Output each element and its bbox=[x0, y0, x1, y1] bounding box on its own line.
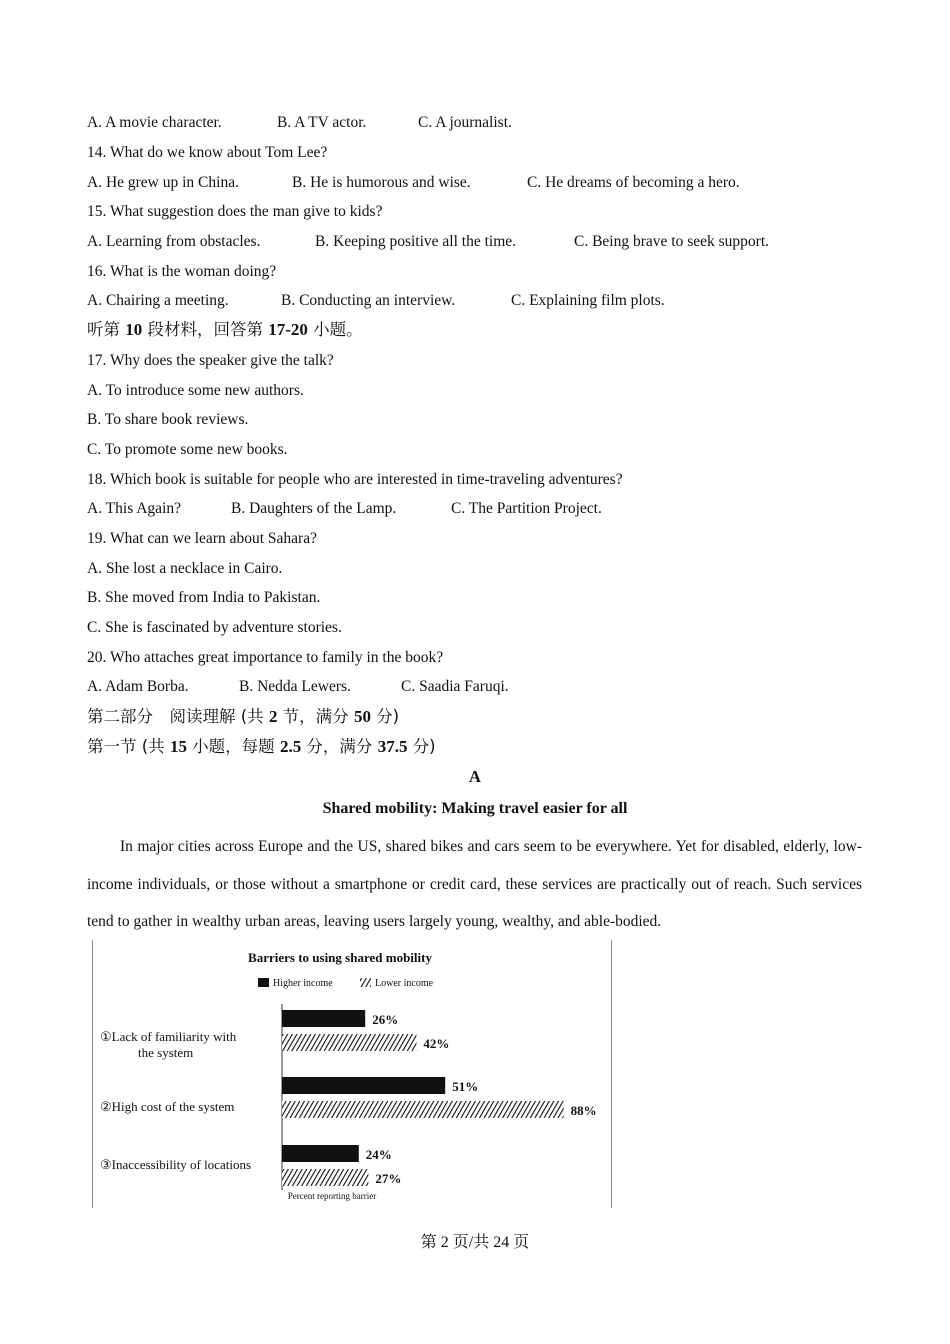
q18-options bbox=[87, 499, 867, 519]
legend-swatch-lower-income bbox=[360, 978, 371, 987]
category-label-lack-of-familiarity: ①Lack of familiarity with the system bbox=[100, 1029, 237, 1060]
bar-lower-income-1 bbox=[282, 1034, 416, 1051]
bar-lower-income-2 bbox=[282, 1101, 564, 1118]
category-label-high-cost: ②High cost of the system bbox=[100, 1099, 235, 1114]
figure-left-border bbox=[92, 940, 93, 1208]
figure-right-border bbox=[611, 940, 612, 1208]
q15-options bbox=[87, 232, 867, 252]
page-footer: 第 2 页/共 24 页 bbox=[420, 1234, 530, 1251]
bar-higher-income-1 bbox=[282, 1010, 365, 1027]
q14-option-c: C. He dreams of becoming a hero. bbox=[527, 174, 740, 191]
q14-question: 14. What do we know about Tom Lee? bbox=[87, 144, 328, 161]
q16-options bbox=[87, 291, 867, 311]
q20-option-c: C. Saadia Faruqi. bbox=[401, 678, 509, 695]
part-2-heading: 第二部分 阅读理解 (共 2 节，满分 50 分) bbox=[87, 707, 400, 726]
category-label-inaccessibility: ③Inaccessibility of locations bbox=[100, 1157, 252, 1172]
q19-option-b: B. She moved from India to Pakistan. bbox=[87, 589, 321, 606]
q19-option-a: A. She lost a necklace in Cairo. bbox=[87, 560, 283, 577]
bar-label-higher-income-2: 51% bbox=[452, 1079, 479, 1094]
q17-question: 17. Why does the speaker give the talk? bbox=[87, 352, 334, 369]
q15-option-a: A. Learning from obstacles. bbox=[87, 233, 261, 250]
barriers-chart bbox=[92, 940, 612, 1208]
q13-option-a: A. A movie character. bbox=[87, 114, 222, 131]
legend-swatch-higher-income bbox=[258, 978, 269, 987]
q16-question: 16. What is the woman doing? bbox=[87, 263, 277, 280]
q19-question: 19. What can we learn about Sahara? bbox=[87, 530, 317, 547]
q19-option-c: C. She is fascinated by adventure stories. bbox=[87, 619, 342, 636]
section-10-header: 听第 10 段材料，回答第 17-20 小题。 bbox=[87, 320, 363, 339]
bar-label-lower-income-3: 27% bbox=[375, 1171, 402, 1186]
q18-option-a: A. This Again? bbox=[87, 500, 181, 517]
q14-option-a: A. He grew up in China. bbox=[87, 174, 239, 191]
q17-option-b: B. To share book reviews. bbox=[87, 411, 249, 428]
chart-figure bbox=[92, 940, 612, 1208]
bar-label-lower-income-1: 42% bbox=[423, 1036, 450, 1051]
q20-option-a: A. Adam Borba. bbox=[87, 678, 189, 695]
bar-label-higher-income-3: 24% bbox=[365, 1147, 392, 1162]
q14-options bbox=[87, 173, 867, 193]
q20-options bbox=[87, 677, 867, 697]
passage-letter: A bbox=[469, 767, 481, 786]
q18-option-c: C. The Partition Project. bbox=[451, 500, 602, 517]
bar-label-higher-income-1: 26% bbox=[372, 1012, 399, 1027]
section-1-heading: 第一节 (共 15 小题，每题 2.5 分，满分 37.5 分) bbox=[87, 737, 436, 756]
passage-paragraph: In major cities across Europe and the US, shared bikes and cars seem to be everywhere. Yet for disabled, elderly, low-income individuals, or those without a smartphone or credit card, these services are practically out of reach. Such services tend to gather in wealthy urban areas, leaving users largely young, wealthy, and able-bodied. bbox=[87, 838, 862, 930]
bar-label-lower-income-2: 88% bbox=[570, 1103, 597, 1118]
q16-option-a: A. Chairing a meeting. bbox=[87, 292, 229, 309]
chart-title: Barriers to using shared mobility bbox=[248, 950, 432, 965]
chart-bars bbox=[282, 1010, 597, 1186]
legend-label-higher-income: Higher income bbox=[273, 978, 333, 989]
q15-option-b: B. Keeping positive all the time. bbox=[315, 233, 517, 250]
bar-higher-income-3 bbox=[282, 1145, 359, 1162]
chart-x-axis-label: Percent reporting barrier bbox=[287, 1191, 377, 1201]
q13-option-c: C. A journalist. bbox=[418, 114, 512, 131]
q20-option-b: B. Nedda Lewers. bbox=[239, 678, 351, 695]
q18-option-b: B. Daughters of the Lamp. bbox=[231, 500, 397, 517]
legend-label-lower-income: Lower income bbox=[375, 978, 434, 989]
q17-option-c: C. To promote some new books. bbox=[87, 441, 288, 458]
bar-lower-income-3 bbox=[282, 1169, 368, 1186]
q18-question: 18. Which book is suitable for people who are interested in time-traveling adventures? bbox=[87, 471, 623, 488]
q15-option-c: C. Being brave to seek support. bbox=[574, 233, 770, 250]
q16-option-c: C. Explaining film plots. bbox=[511, 292, 665, 309]
passage-title: Shared mobility: Making travel easier for all bbox=[322, 800, 628, 817]
q17-option-a: A. To introduce some new authors. bbox=[87, 382, 304, 399]
q13-options bbox=[87, 113, 867, 133]
bar-higher-income-2 bbox=[282, 1077, 445, 1094]
q15-question: 15. What suggestion does the man give to kids? bbox=[87, 203, 383, 220]
q14-option-b: B. He is humorous and wise. bbox=[292, 174, 471, 191]
q20-question: 20. Who attaches great importance to family in the book? bbox=[87, 649, 444, 666]
q16-option-b: B. Conducting an interview. bbox=[281, 292, 456, 309]
q13-option-b: B. A TV actor. bbox=[277, 114, 367, 131]
